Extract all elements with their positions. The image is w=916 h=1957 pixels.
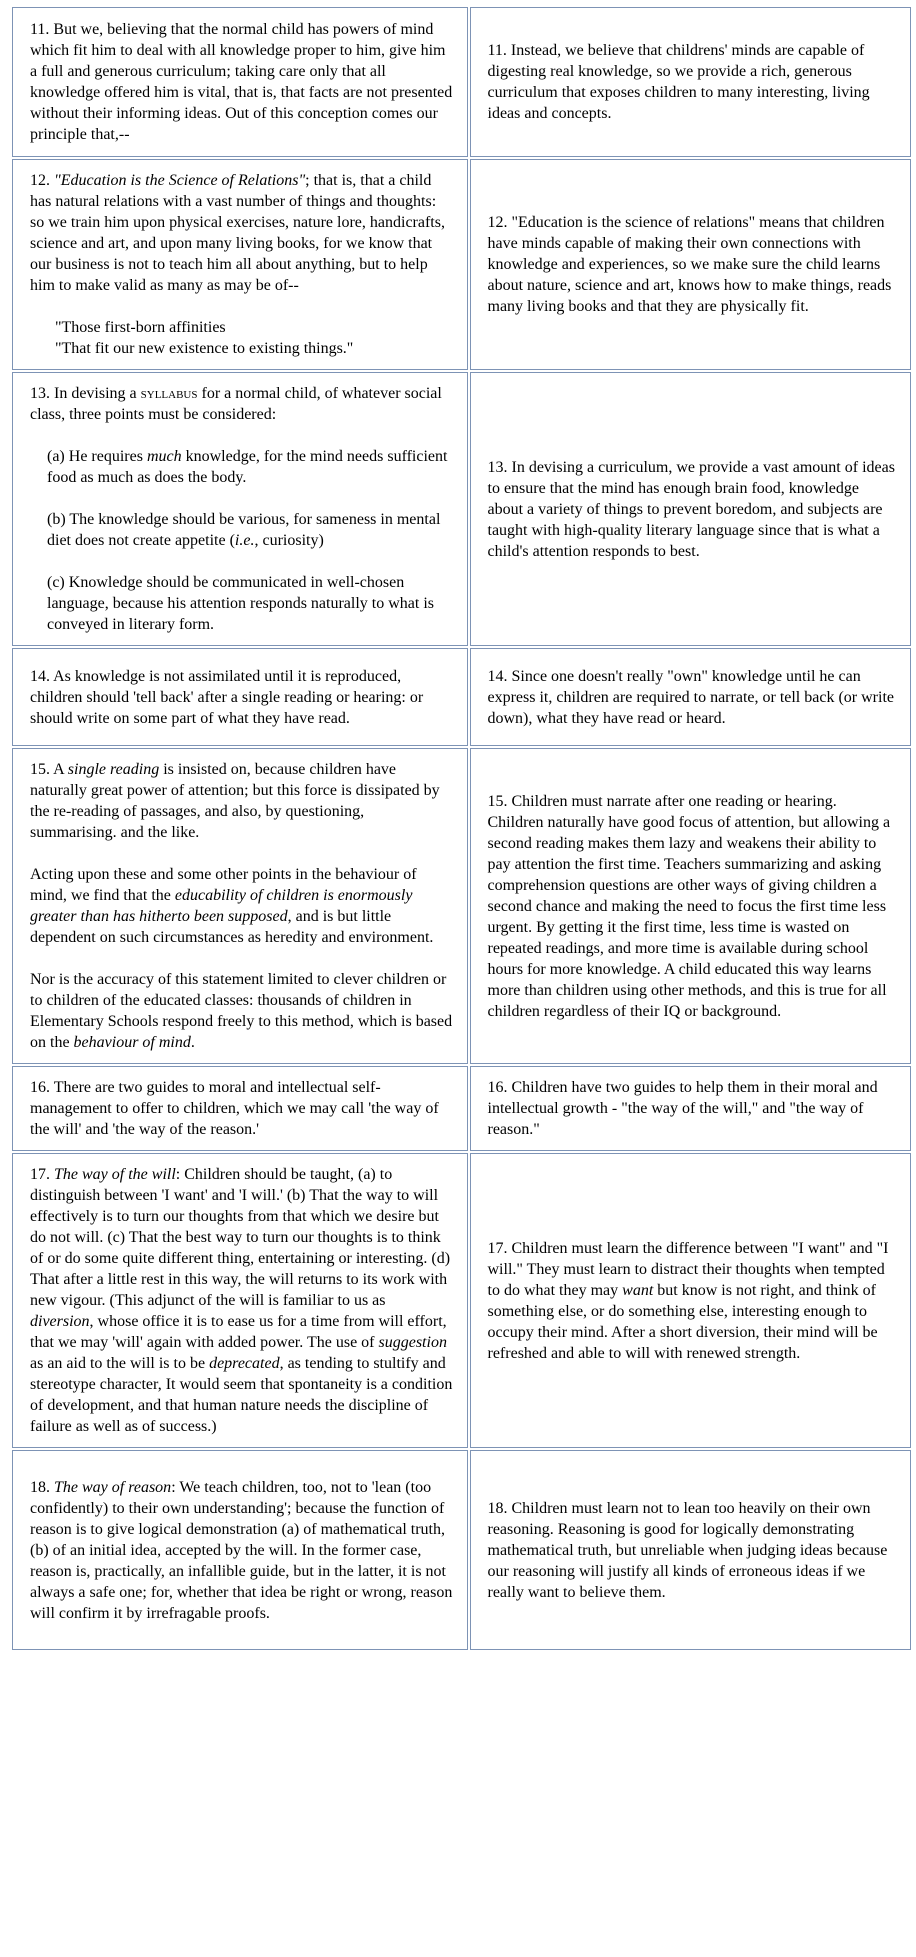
comparison-table-body [12,7,911,1650]
text-run: , curiosity) [254,532,324,549]
paraphrase-text-cell [470,7,912,157]
paragraph [30,19,453,145]
text-run: 12. [30,172,54,189]
text-run: , as tending to stultify and stereotype character, It would seem that spontaneity is a condition of development, and that human nature needs the discipline of failure as well as of success.) [30,1355,453,1435]
italic-text: educability of children is enormously greater than has hitherto been supposed [30,887,413,925]
text-run: 14. Since one doesn't really "own" knowledge until he can express it, children are required to narrate, or tell back (or write down), what they have read or heard. [487,667,894,727]
original-text-cell [12,1066,468,1151]
text-run: knowledge, for the mind needs sufficient food as much as does the body. [47,448,448,486]
poem-line: "That fit our new existence to existing things." [55,340,354,357]
text-run: 18. [30,1478,54,1496]
original-text-cell [12,748,468,1064]
paragraph [30,170,453,296]
text-run: (b) The knowledge should be various, for sameness in mental diet does not create appetite ( [47,511,441,549]
paragraph [488,1238,897,1364]
paragraph [488,1077,897,1140]
text-run: 15. Children must narrate after one reading or hearing. Children naturally have good focus of attention, but allowing a second reading makes them lazy and weakens their ability to pay attention the first time. Teachers summarizing and asking comprehension questions are other ways of giving children a second chance and making the need to focus the first time less urgent. By getting it the first time, less time is wasted on repeated readings, and more time is available during school hours for more knowledge. A child educated this way learns more than children using other methods, and this is true for all children regardless of their IQ or background. [487,792,891,1020]
table-row [12,372,911,646]
poem-line: "Those first-born affinities [55,319,226,336]
text-run: : We teach children, too, not to 'lean (too confidently) to their own understanding'; because the function of reason is to give logical demonstration (a) of mathematical truth, (b) of an initial idea, accepted by the will. In the former case, reason is, practically, an infallible guide, but in the latter, it is not always a safe one; for, whether that idea be right or wrong, reason will confirm it by irrefragable proofs. [30,1478,453,1622]
text-run: is insisted on, because children have naturally great power of attention; but this force is dissipated by the re-reading of passages, and also, by questioning, summarising. and the like. [30,761,440,841]
text-run: : Children should be taught, (a) to distinguish between 'I want' and 'I will.' (b) That the way to will effectively is to turn our thoughts from that which we desire but do not will. (c) That the best way to turn our thoughts is to think of or do some quite different thing, entertaining or interesting. (d) That after a little rest in this way, the will returns to its work with new vigour. (This adjunct of the will is familiar to us as [30,1166,451,1309]
paragraph [30,864,453,948]
poem-quote [30,317,453,359]
text-run: 17. Children must learn the difference between "I want" and "I will." They must learn to distract their thoughts when tempted to do what they may [487,1239,889,1299]
italic-text: i.e. [234,532,255,549]
text-run: 18. Children must learn not to lean too heavily on their own reasoning. Reasoning is good for logically demonstrating mathematical truth, but unreliable when judging ideas because our reasoning will justify all kinds of erroneous ideas if we really want to believe them. [487,1499,888,1601]
paraphrase-text-cell [470,648,912,746]
text-run: 13. In devising a [30,385,141,402]
paragraph [488,40,897,124]
paragraph [30,1477,453,1624]
text-run: 12. "Education is the science of relations" means that children have minds capable of making their own connections with knowledge and experiences, so we make sure the child learns about nature, science and art, knows how to make things, reads many living books and that they are physically fit. [487,214,892,315]
text-run: , and is but little dependent on such circumstances as heredity and environment. [30,908,434,946]
text-run: 11. Instead, we believe that childrens' minds are capable of digesting real knowledge, so we provide a rich, generous curriculum that exposes children to many interesting, living ideas and concepts. [487,42,870,122]
original-text-cell [12,1153,468,1448]
text-run: (c) Knowledge should be communicated in well-chosen language, because his attention responds naturally to what is conveyed in literary form. [47,574,435,633]
table-row [12,1450,911,1650]
paraphrase-text-cell [470,1450,912,1650]
original-text-cell [12,648,468,746]
table-row [12,1066,911,1151]
paragraph [488,791,897,1022]
text-run: 16. There are two guides to moral and intellectual self-management to offer to children, which we may call 'the way of the will' and 'the way of the reason.' [30,1079,439,1138]
paragraph [488,1498,897,1603]
italic-text: "Education is the Science of Relations" [54,172,306,189]
text-run: ; that is, that a child has natural relations with a vast number of things and thoughts: so we train him upon physical exercises, nature lore, handicrafts, science and art, and upon many living books, for we know that our business is not to teach him all about anything, but to help him to make valid as many as may be of-- [30,172,445,294]
text-run: as an aid to the will is to be [30,1355,210,1372]
italic-text: behaviour of mind [73,1034,191,1051]
comparison-table [10,5,913,1652]
italic-text: suggestion [378,1334,447,1351]
italic-text: The way of the will [54,1166,176,1183]
original-text-cell [12,372,468,646]
text-run: Nor is the accuracy of this statement limited to clever children or to children of the educated classes: thousands of children in Elementary Schools respond freely to this method, which is based on the [30,971,453,1051]
original-text-cell [12,159,468,370]
text-run: 14. As knowledge is not assimilated until it is reproduced, children should 'tell back' after a single reading or hearing: or should write on some part of what they have read. [30,667,424,727]
text-run: 11. But we, believing that the normal child has powers of mind which fit him to deal with all knowledge proper to him, give him a full and generous curriculum; taking care only that all knowledge offered him is vital, that is, that facts are not presented without their informing ideas. Out of this conception comes our principle that,-- [30,21,453,143]
paragraph [30,446,453,488]
paraphrase-text-cell [470,372,912,646]
paraphrase-text-cell [470,1066,912,1151]
text-run: 15. A [30,761,68,778]
table-row [12,1153,911,1448]
paragraph [30,509,453,551]
paraphrase-text-cell [470,1153,912,1448]
text-run: Acting upon these and some other points in the behaviour of mind, we find that the [30,866,417,904]
text-run: 17. [30,1166,54,1183]
italic-text: much [146,448,182,465]
table-row [12,748,911,1064]
paragraph [488,212,897,317]
text-run: . [190,1034,195,1051]
paragraph [30,572,453,635]
paragraph [30,1077,453,1140]
paraphrase-text-cell [470,748,912,1064]
italic-text: single reading [67,761,160,778]
paragraph [30,969,453,1053]
italic-text: want [622,1281,654,1299]
table-row [12,159,911,370]
paragraph [488,457,897,562]
paragraph [30,759,453,843]
italic-text: deprecated [209,1355,280,1372]
paragraph [30,1164,453,1437]
small-caps-text: syllabus [140,385,198,402]
text-run: (a) He requires [47,448,147,465]
italic-text: The way of reason [54,1478,172,1496]
text-run: , whose office it is to ease us for a time from will effort, that we may 'will' again with added power. The use of [30,1313,447,1351]
original-text-cell [12,1450,468,1650]
text-run: 13. In devising a curriculum, we provide a vast amount of ideas to ensure that the mind has enough brain food, knowledge about a variety of things to prevent boredom, and subjects are taught with high-quality literary language since that is what a child's attention responds to best. [487,458,895,560]
paraphrase-text-cell [470,159,912,370]
text-run: but know is not right, and think of something else, or do something else, interesting enough to occupy their mind. After a short diversion, their mind will be refreshed and able to will with renewed strength. [487,1281,878,1362]
paragraph [30,383,453,425]
text-run: for a normal child, of whatever social class, three points must be considered: [30,385,442,423]
paragraph [30,666,453,729]
italic-text: diversion [30,1313,90,1330]
paragraph [488,666,897,729]
table-row [12,648,911,746]
original-text-cell [12,7,468,157]
text-run: 16. Children have two guides to help them in their moral and intellectual growth - "the way of the will," and "the way of reason." [487,1079,878,1138]
table-row [12,7,911,157]
